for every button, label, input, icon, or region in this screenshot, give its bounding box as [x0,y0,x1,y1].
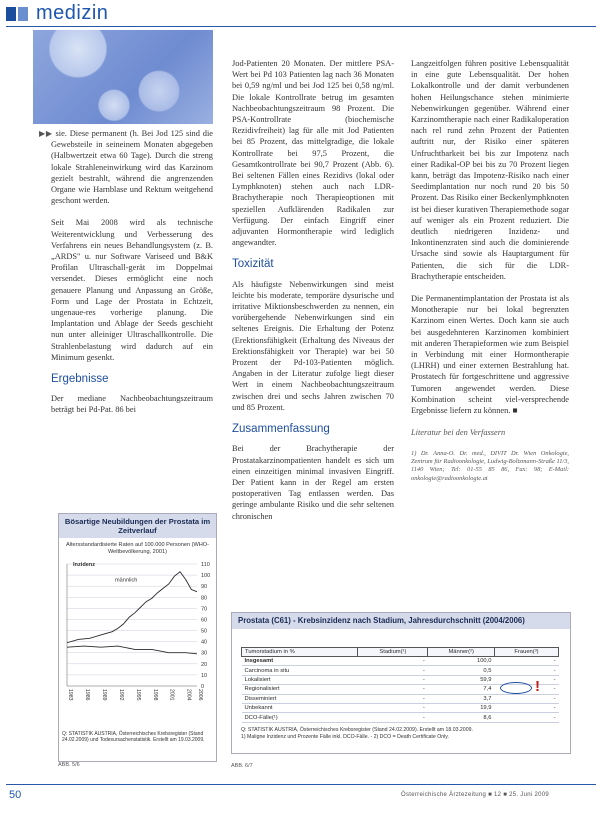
table-cell: - [358,694,428,703]
table-cell: 8,6 [428,713,495,722]
table-row [242,703,559,712]
section-title: medizin [36,2,109,24]
table-cell: Regionalisiert [242,685,358,694]
table-cell: 3,7 [428,694,495,703]
page-number: 50 [9,789,22,801]
figure-footnote: Q: STATISTIK AUSTRIA, Österreichisches Krebsregister (Stand 24.02.2009) und Todesursachenstatistik. Erstellt am 19.03.2009. [62,731,205,744]
section-heading: Toxizität [232,258,274,271]
paragraph: Langzeitfolgen führen positive Lebensqualität in eine gute Lebensqualität. Der hohen Lokalkontrolle und der damit verbundenen hohen Heilungschance stehen minimierte Nebenwirkungen gegenüber. Während einer Karzinomtherapie nach einer Radikaloperation nach rel rund zehn Prozent der Patienten auftritt nur, der Risiko einer späteren Unfruchtbarkeit bei bis zur Impotenz nach einer Radikal-OP bei bis zu 70 Prozent liegen kann, beträgt das Impotenz-Risiko nach einer Seedimplantation nur noch rund 20 bis 50 Prozent. Das Risiko einer Beckenlymphknoten ist bei dieser kurativen Therapiemethode sogar auf weniger als ein Prozent reduziert. Die deutlich niedrigeren Inzidenz- und Inkontinenzraten sind auch die dominierende Ursache sind sowie als Hauptargument für Patienten, die sich für die LDR-Brachytherapie entscheiden. [411,59,569,281]
table-row [242,666,559,675]
x-tick-label: 1998 [151,689,158,701]
table-footnote [241,727,561,740]
y-tick-label: 50 [201,628,208,635]
table-cell: Unbekannt [242,703,358,712]
footer-rule [6,784,596,785]
paragraph: Als häufigste Nebenwirkungen sind meist leichte bis moderate, temporäre dysurische und irritative Miktionsbeschwerden zu nennen, ein vorübergehende Nebenwirkungen sind ein seltenes Ereignis. Die Erhaltung der Potenz (Erektionsfähigkeit (Erhaltung des Niveaus der Erektionsfähigkeit vor Therapie) war bei 50 Prozent der Pd-103-Patienten möglich. Angaben in der Literatur zufolge liegt dieser Wert in einem Nachbeobachtungszeitraum zwischen drei und sechs Jahren zwischen 70 und 85 Prozent. [232,279,394,412]
paragraph: Bei der Brachytherapie der Prostatakarzinompatienten handelt es sich um einen einzeitigen minimal invasiven Eingriff. Der Patient kann in der Regel am ersten postoperativen Tag entlassen werden. Das geringe ambulante Risiko und die sehr seltenen chronischen [232,444,394,521]
figure-incidence-chart [58,513,217,762]
table-cell: 7,4 [428,685,495,694]
table-notes: 1) Maligne Inzidenz und Prozente Fälle inkl. DCO-Fälle. - 2) DCO = Death Certificate Only. [241,733,449,740]
header-image [33,30,213,124]
table-cell: Disseminiert [242,694,358,703]
table-cell: - [358,703,428,712]
paragraph: Seit Mai 2008 wird als technische Weiterentwicklung und Verbesserung des Verfahrens ein neues Behandlungsystem (z. B. „ARDS" u. nur Software Variseed und B&K Profilan Ultraschall-gerät im Doppelmai versendet. Dieses ermöglicht eine noch genauere Planung und Anpassung an Größe, Form und Lage der Prostata in Echtzeit, ungenaue-res vorherige planung. Die Implantation und Ablage der Seeds geschieht nun unter alleiniger Ultraschallkontrolle. Die Strahlenbelastung wird dadurch auf ein Minimum gesenkt. [51,218,213,362]
table-cell: - [358,713,428,722]
table-row [242,694,559,703]
section-heading: Ergebnisse [51,373,109,386]
table-cell: DCO-Fälle(¹) [242,713,358,722]
table-cell: - [494,703,558,712]
end-mark: ■ [512,406,518,416]
column-1 [39,128,213,427]
table-header: Stadium(¹) [358,648,428,657]
table-cell: - [494,694,558,703]
column-3 [411,58,569,494]
table-cell: - [358,675,428,684]
y-tick-label: 40 [201,639,208,646]
highlight-ellipse [500,682,532,694]
figure-caption: ABB. 5/6 [58,762,80,768]
figure-title: Bösartige Neubildungen der Prostata im Zeitverlauf [59,514,216,538]
header-rule [6,26,596,27]
table-cell: 100,0 [428,657,495,666]
y-tick-label: 100 [201,573,211,580]
table-cell: - [494,657,558,666]
section-heading: Zusammenfassung [232,423,330,436]
paragraph: sie. Diese permanent (h. Bei Jod 125 sind die Gewebsteile in seineinem Monaten abgegeben (Halbwertzeit etwa 60 Tage). Durch die streng lokale Strahleneinwirkung wird das Karzinom gezielt bestrahlt, während die angrenzenden Organe wie Harnblase und Rektum weitgehend geschont werden. [51,129,213,206]
table-cell: 19,9 [428,703,495,712]
x-tick-label: 1983 [67,689,73,701]
x-tick-label: 2004 [185,689,192,701]
journal-name: Österreichische Ärztezeitung ■ 12 ■ 25. Juni 2009 [401,792,550,798]
column-2 [232,58,394,533]
y-tick-label: 10 [201,672,208,679]
table-caption: ABB. 6/7 [231,763,253,769]
x-tick-label: 1992 [117,689,124,701]
table-cell: Insgesamt [242,657,358,666]
y-tick-label: 80 [201,595,208,602]
table-cell: - [494,713,558,722]
table-cell: 0,5 [428,666,495,675]
line-chart [59,554,216,714]
series-label: Inzidenz [73,562,96,569]
y-tick-label: 70 [201,606,208,613]
table-cell: Lokalisiert [242,675,358,684]
series-label: männlich [115,577,138,584]
x-tick-label: 2001 [168,689,175,701]
literature-note: Literatur bei den Verfassern [411,428,506,438]
paragraph: Der mediane Nachbeobachtungszeitraum beträgt bei Pd-Pat. 86 bei [51,394,213,415]
paragraph: Jod-Patienten 20 Monaten. Der mittlere PSA-Wert bei Pd 103 Patienten lag nach 36 Monaten bei 0,59 ng/ml und bei Jod 125 bei 0,58 ng/ml. Die lokale Kontrollrate betrug im gesamten Nachbeobachtungszeitraum 98 Prozent. Die PSA-Kontrollrate (biochemische Rezidivfreiheit) lag für alle mit Jod Patienten bei 85 Prozent, das mittelgradige, die lokale Kontrollrate bei 97,5 Prozent, die Gesamtkontrollrate bei 90,7 Prozent (Abb. 6). Bei seltenen Fällen eines Rezidivs (lokal oder Lymphknoten) stehen auch nach LDR-Brachytherapie noch Therapieoptionen mit speziellen Aufklärenden Radikalen zur Verfügung. Der einfach Eingriff einer adjuvanten Hormontherapie wird lediglich angewandter. [232,59,394,248]
figure-subtitle: Altersstandardisierte Raten auf 100.000 Personen (WHO-Weltbevölkerung, 2001) [65,542,210,555]
y-tick-label: 90 [201,584,208,591]
page-header [6,4,596,26]
x-tick-label: 1986 [83,689,90,701]
x-tick-label: 1995 [134,689,141,701]
table-row [242,657,559,666]
figure-stage-table [231,612,571,754]
table-cell: Carcinoma in situ [242,666,358,675]
paragraph: Die Permanentimplantation der Prostata ist als Monotherapie nur bei lokal begrenzten Karzinom einen Wertes. Doch kann sie auch bei ausgedehnteren Karzinomen kombiniert mit anderen Therapieformen wie zum Beispiel in Verbindung mit einer Hormontherapie (LHRH) und einer externen Bestrahlung hat. Prostatech für fortgeschrittene und aggressive Tumoren angewendet werden. Diese Kombination scheint viel-versprechende Ergebnisse liefern zu können. [411,294,569,416]
table-cell: - [494,666,558,675]
header-square [6,7,16,21]
author-info: 1) Dr. Anna-O. Dr. med., DIVIT Dr. Wien Onkologie, Zentrum für Radioonkologie, Ludwig-Boltzmann-Straße 11/3, 1140 Wien; Tel: 01-55 85 86, Fax: 98; E-Mail: onkologie@radioonkologie.at [411,449,569,482]
header-square [18,7,28,21]
table-header: Frauen(³) [494,648,558,657]
x-tick-label: 1989 [100,689,107,701]
table-cell: - [358,657,428,666]
y-tick-label: 60 [201,617,208,624]
y-tick-label: 30 [201,650,208,657]
table-row [242,713,559,722]
table-cell: - [494,675,558,684]
table-header: Tumorstadium in % [242,648,358,657]
y-tick-label: 20 [201,661,208,668]
table-cell: - [358,685,428,694]
y-tick-label: 110 [201,562,210,568]
table-header: Männer(²) [428,648,495,657]
exclamation-mark: ! [535,678,540,695]
table-cell: - [358,666,428,675]
table-cell: 59,9 [428,675,495,684]
continuation-arrow-icon: ▶▶ [39,129,56,138]
y-tick-label: 0 [201,684,205,690]
table-cell: - [494,685,558,694]
table-source: Q: STATISTIK AUSTRIA, Österreichisches Krebsregister (Stand 24.02.2009). Erstellt am 18.03.2009. [241,727,473,733]
x-tick-label: 2006 [197,689,203,701]
table-title: Prostata (C61) - Krebsinzidenz nach Stadium, Jahresdurchschnitt (2004/2006) [232,613,570,629]
